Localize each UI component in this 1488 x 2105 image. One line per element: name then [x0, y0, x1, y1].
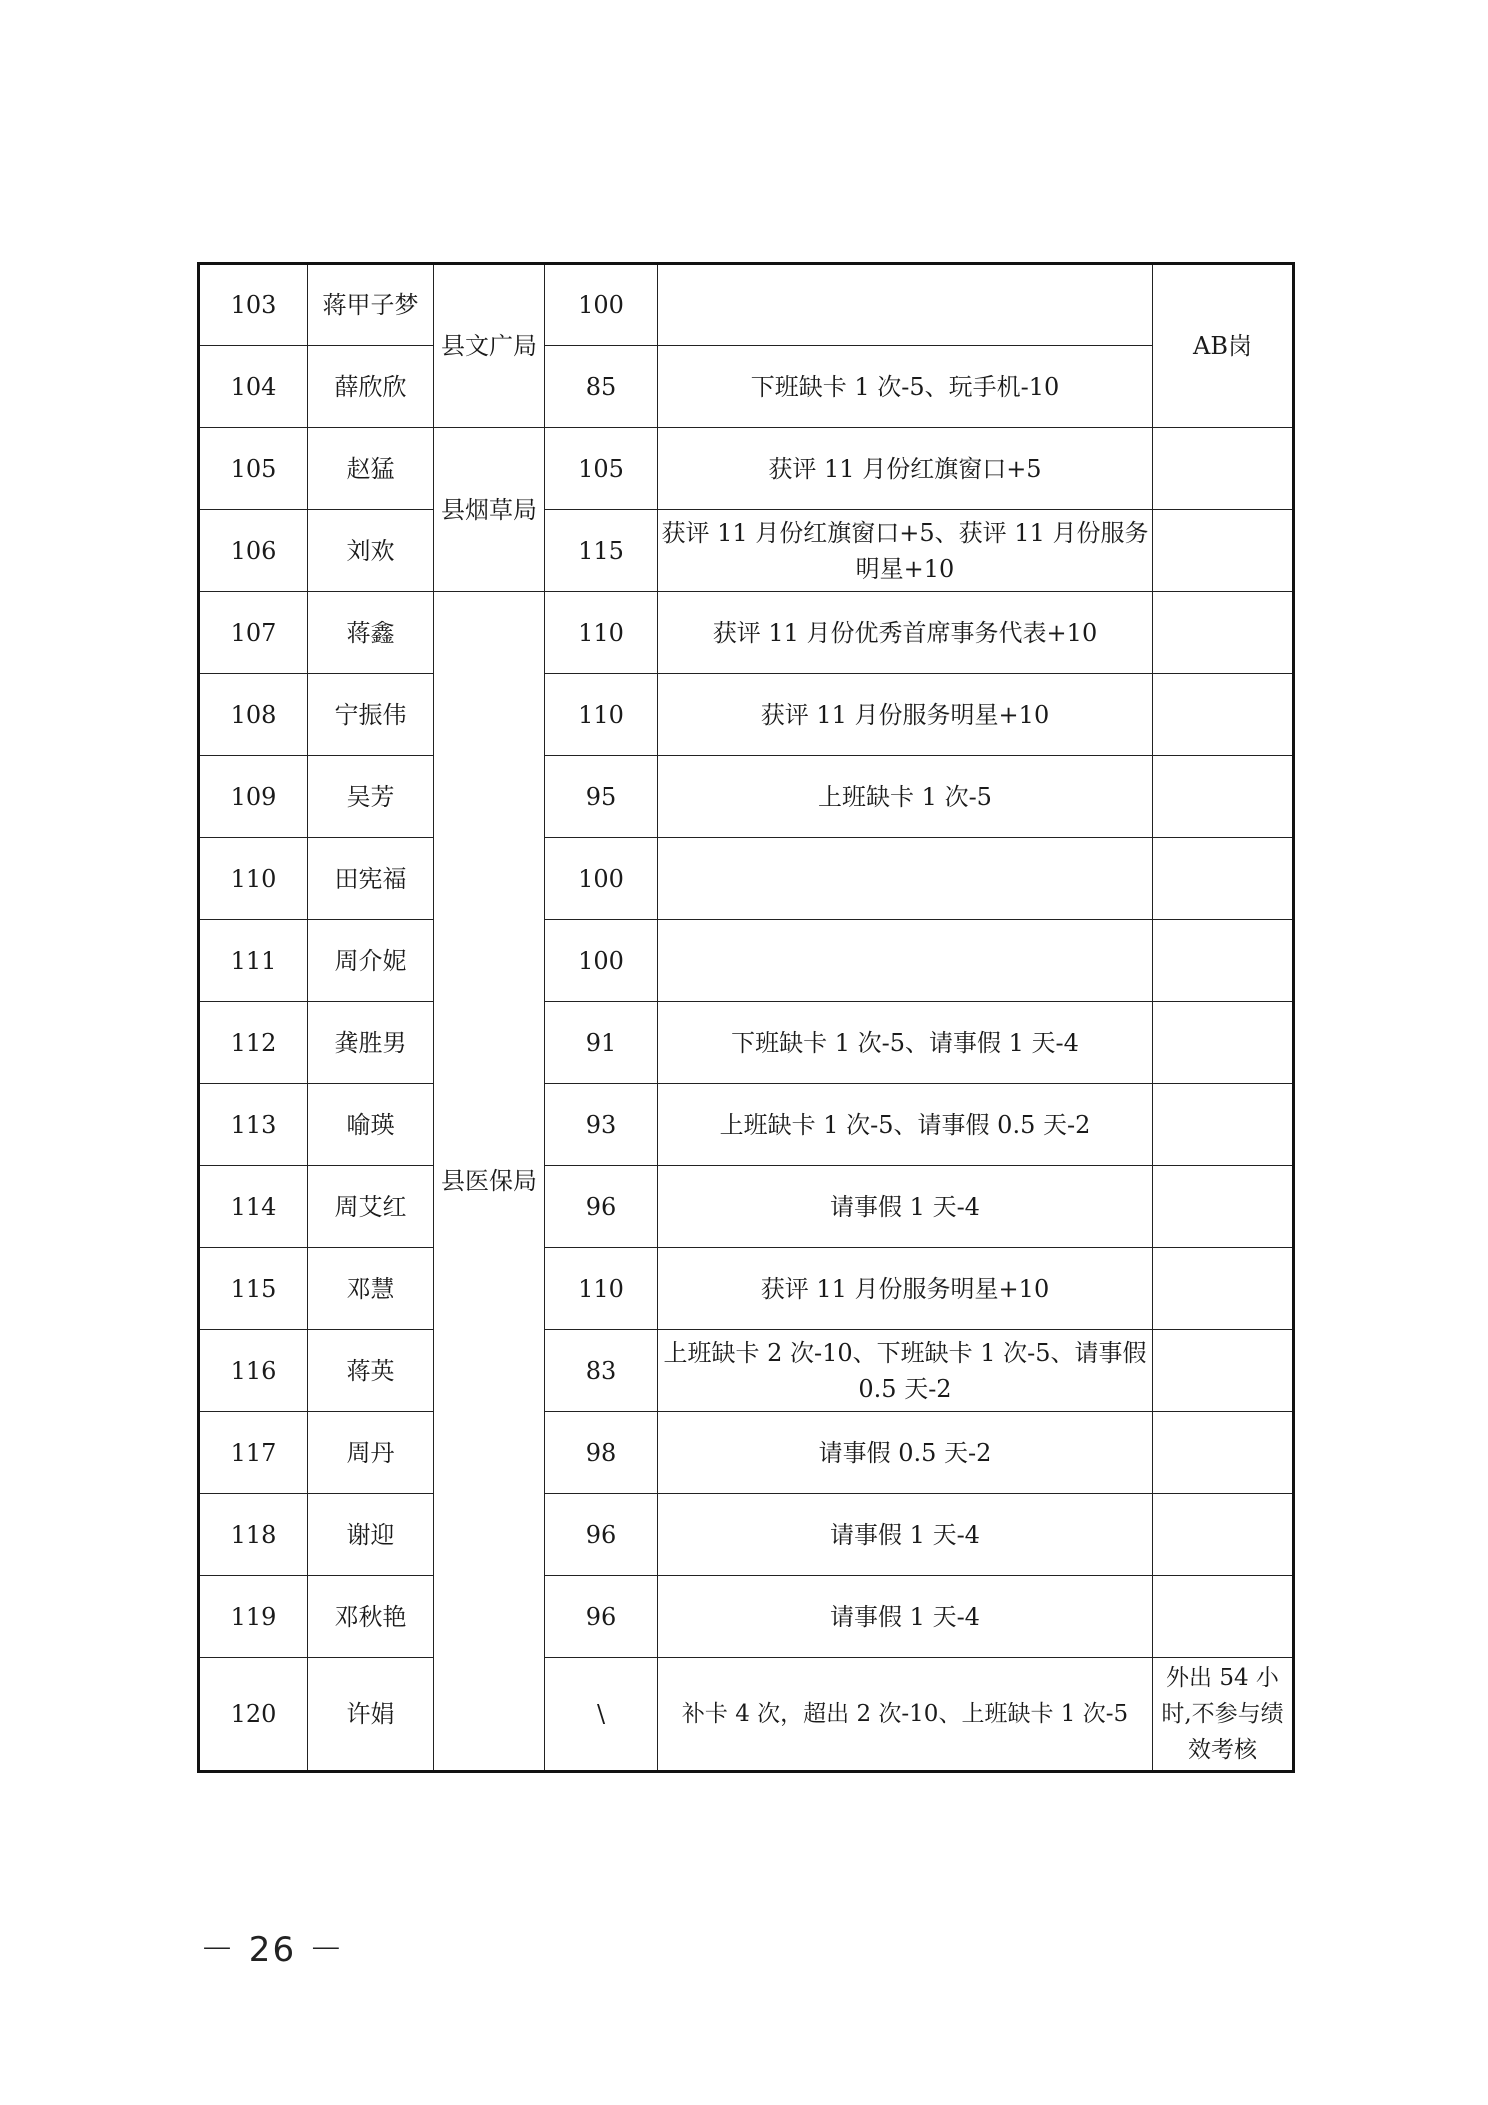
row-number: 120 [199, 1658, 308, 1772]
table-row [199, 1494, 1294, 1576]
row-number: 103 [199, 264, 308, 346]
row-number: 114 [199, 1166, 308, 1248]
score-detail: 获评 11 月份红旗窗口+5、获评 11 月份服务明星+10 [658, 510, 1153, 592]
score: 91 [545, 1002, 658, 1084]
row-number: 109 [199, 756, 308, 838]
score-detail: 请事假 1 天-4 [658, 1166, 1153, 1248]
score: 93 [545, 1084, 658, 1166]
row-number: 118 [199, 1494, 308, 1576]
remark-cell [1153, 1576, 1294, 1658]
score-detail [658, 264, 1153, 346]
table-row [199, 264, 1294, 346]
remark-cell [1153, 1330, 1294, 1412]
score-detail: 补卡 4 次，超出 2 次-10、上班缺卡 1 次-5 [658, 1658, 1153, 1772]
row-number: 107 [199, 592, 308, 674]
person-name: 赵猛 [308, 428, 434, 510]
score-detail: 获评 11 月份服务明星+10 [658, 1248, 1153, 1330]
table-row [199, 510, 1294, 592]
remark-cell [1153, 1166, 1294, 1248]
score-detail: 获评 11 月份服务明星+10 [658, 674, 1153, 756]
score: \ [545, 1658, 658, 1772]
score-detail [658, 838, 1153, 920]
table-row [199, 1576, 1294, 1658]
row-number: 104 [199, 346, 308, 428]
person-name: 田宪福 [308, 838, 434, 920]
person-name: 刘欢 [308, 510, 434, 592]
score-detail: 下班缺卡 1 次-5、玩手机-10 [658, 346, 1153, 428]
score: 96 [545, 1494, 658, 1576]
table-row [199, 1412, 1294, 1494]
remark-cell [1153, 756, 1294, 838]
person-name: 周艾红 [308, 1166, 434, 1248]
row-number: 116 [199, 1330, 308, 1412]
row-number: 111 [199, 920, 308, 1002]
score-detail: 请事假 1 天-4 [658, 1576, 1153, 1658]
table-row [199, 920, 1294, 1002]
row-number: 105 [199, 428, 308, 510]
score-detail: 上班缺卡 1 次-5 [658, 756, 1153, 838]
person-name: 许娟 [308, 1658, 434, 1772]
table-row [199, 1084, 1294, 1166]
department-cell: 县烟草局 [434, 428, 545, 592]
score: 95 [545, 756, 658, 838]
table-row [199, 1002, 1294, 1084]
remark-cell: 外出 54 小时,不参与绩效考核 [1153, 1658, 1294, 1772]
person-name: 喻瑛 [308, 1084, 434, 1166]
row-number: 117 [199, 1412, 308, 1494]
score: 115 [545, 510, 658, 592]
score: 110 [545, 1248, 658, 1330]
score: 105 [545, 428, 658, 510]
score-detail: 上班缺卡 2 次-10、下班缺卡 1 次-5、请事假 0.5 天-2 [658, 1330, 1153, 1412]
remark-cell [1153, 920, 1294, 1002]
row-number: 119 [199, 1576, 308, 1658]
person-name: 吴芳 [308, 756, 434, 838]
table-row [199, 346, 1294, 428]
table-row [199, 674, 1294, 756]
remark-cell [1153, 592, 1294, 674]
person-name: 蒋英 [308, 1330, 434, 1412]
remark-cell [1153, 428, 1294, 510]
department-cell: 县文广局 [434, 264, 545, 428]
assessment-table-container [197, 262, 1295, 1773]
table-row [199, 1330, 1294, 1412]
score: 100 [545, 264, 658, 346]
score: 100 [545, 838, 658, 920]
score: 110 [545, 674, 658, 756]
person-name: 蒋鑫 [308, 592, 434, 674]
table-row [199, 838, 1294, 920]
remark-cell [1153, 1002, 1294, 1084]
person-name: 蒋甲子梦 [308, 264, 434, 346]
person-name: 宁振伟 [308, 674, 434, 756]
score-detail: 获评 11 月份优秀首席事务代表+10 [658, 592, 1153, 674]
remark-cell [1153, 674, 1294, 756]
score-detail: 上班缺卡 1 次-5、请事假 0.5 天-2 [658, 1084, 1153, 1166]
table-row [199, 1658, 1294, 1772]
person-name: 邓慧 [308, 1248, 434, 1330]
row-number: 110 [199, 838, 308, 920]
remark-cell [1153, 1412, 1294, 1494]
remark-cell [1153, 1084, 1294, 1166]
table-row [199, 1166, 1294, 1248]
remark-cell [1153, 838, 1294, 920]
person-name: 薛欣欣 [308, 346, 434, 428]
score-detail [658, 920, 1153, 1002]
row-number: 108 [199, 674, 308, 756]
score: 96 [545, 1166, 658, 1248]
assessment-table [197, 262, 1295, 1773]
person-name: 谢迎 [308, 1494, 434, 1576]
remark-cell [1153, 1248, 1294, 1330]
score: 110 [545, 592, 658, 674]
score-detail: 获评 11 月份红旗窗口+5 [658, 428, 1153, 510]
person-name: 龚胜男 [308, 1002, 434, 1084]
remark-cell [1153, 1494, 1294, 1576]
row-number: 106 [199, 510, 308, 592]
table-row [199, 756, 1294, 838]
score-detail: 请事假 1 天-4 [658, 1494, 1153, 1576]
score: 83 [545, 1330, 658, 1412]
table-row [199, 428, 1294, 510]
row-number: 115 [199, 1248, 308, 1330]
person-name: 周介妮 [308, 920, 434, 1002]
table-row [199, 1248, 1294, 1330]
person-name: 周丹 [308, 1412, 434, 1494]
score: 96 [545, 1576, 658, 1658]
score-detail: 请事假 0.5 天-2 [658, 1412, 1153, 1494]
department-cell: 县医保局 [434, 592, 545, 1772]
page-number: － 26 － [200, 1930, 345, 1970]
score: 85 [545, 346, 658, 428]
remark-cell: AB岗 [1153, 264, 1294, 428]
score: 100 [545, 920, 658, 1002]
row-number: 113 [199, 1084, 308, 1166]
score-detail: 下班缺卡 1 次-5、请事假 1 天-4 [658, 1002, 1153, 1084]
row-number: 112 [199, 1002, 308, 1084]
score: 98 [545, 1412, 658, 1494]
remark-cell [1153, 510, 1294, 592]
table-row [199, 592, 1294, 674]
person-name: 邓秋艳 [308, 1576, 434, 1658]
